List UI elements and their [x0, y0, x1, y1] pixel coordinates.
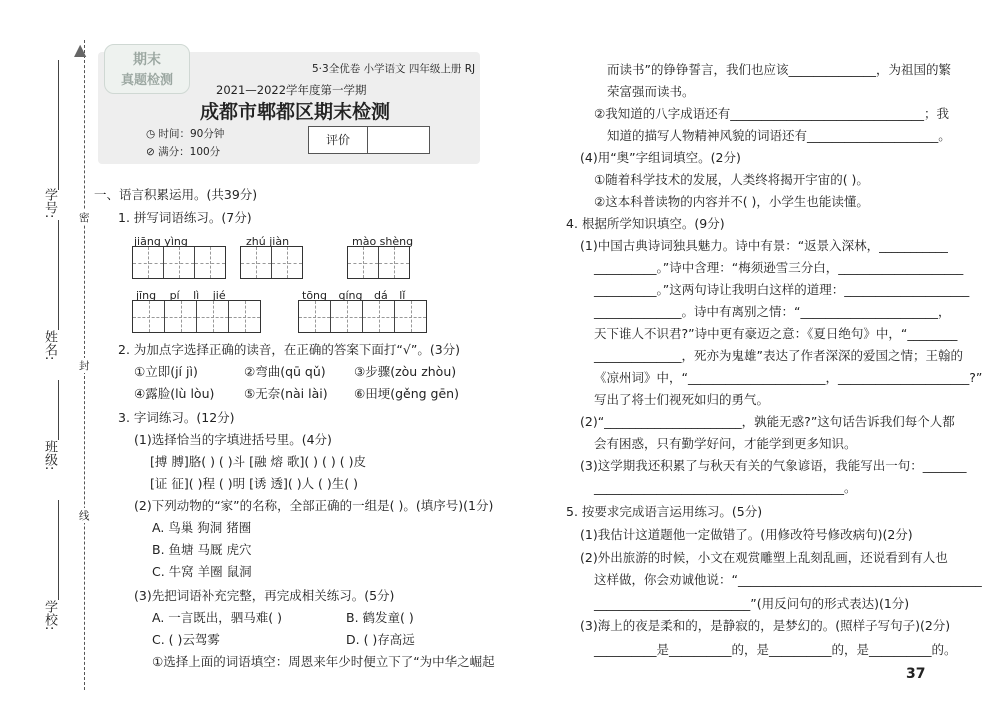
- q3-3-sub-1: ①选择上面的词语填空：周恩来年少时便立下了“为中华之崛起: [152, 654, 495, 669]
- right-line-2: 荣富强而读书。: [607, 84, 695, 99]
- seal-mark-feng: 封: [79, 360, 90, 372]
- q2-option-2[interactable]: ②弯曲(qū qǔ): [244, 364, 326, 379]
- badge: [104, 44, 190, 94]
- q3-1-prompt: (1)选择恰当的字填进括号里。(4分): [134, 432, 332, 447]
- question-3: 3. 字词练习。(12分): [118, 410, 235, 425]
- right-line-1: 而读书”的铮铮誓言，我们也应该______________，为祖国的繁: [607, 62, 951, 77]
- student-id-line: [58, 60, 59, 190]
- right-line-21: (2)外出旅游的时候，小文在观赏雕塑上乱刻乱画，还说看到有人也: [580, 550, 948, 565]
- name-label: 姓名:: [42, 330, 57, 361]
- right-line-12: 天下谁人不识君?”诗中更有豪迈之意：《夏日绝句》中，“________: [594, 326, 958, 341]
- badge-line1: 期末: [133, 52, 161, 68]
- q2-option-5[interactable]: ⑤无奈(nài lài): [244, 386, 328, 401]
- right-line-5: (4)用“奥”字组词填空。(2分): [580, 150, 741, 165]
- class-line: [58, 380, 59, 440]
- school-label: 学校:: [42, 600, 57, 631]
- evaluation-box: [308, 126, 430, 154]
- right-line-24: (3)海上的夜是柔和的，是静寂的，是梦幻的。(照样子写句子)(2分): [580, 618, 951, 633]
- exam-time: ◷ 时间：90分钟: [146, 128, 225, 140]
- writing-grid-2[interactable]: [240, 246, 303, 279]
- q3-3-option-a[interactable]: A. 一言既出，驷马难( ): [152, 610, 283, 625]
- question-4: 4. 根据所学知识填空。(9分): [566, 216, 725, 231]
- seal-mark-mi: 密: [79, 212, 90, 224]
- right-line-3: ②我知道的八字成语还有_______________________________；我: [594, 106, 949, 121]
- pinyin-4: jīng pí lì jié: [136, 289, 226, 302]
- right-line-17: 会有困惑，只有勤学好问，才能学到更多知识。: [594, 436, 857, 451]
- right-line-10: __________。”这两句诗让我明白这样的道理：____________________: [594, 282, 970, 297]
- right-line-23: _________________________”(用反问句的形式表达)(1分): [594, 596, 910, 611]
- clock-icon: ◷: [146, 128, 159, 140]
- pinyin-5: tōng qíng dá lǐ: [302, 289, 406, 302]
- q3-3-option-b[interactable]: B. 鹤发童( ): [346, 610, 414, 625]
- right-line-13: ______________，死亦为鬼雄”表达了作者深深的爱国之情；王翰的: [594, 348, 963, 363]
- q3-3-option-d[interactable]: D. ( )存高远: [346, 632, 415, 647]
- section-1-heading: 一、语言积累运用。(共39分): [94, 187, 258, 202]
- page-number: 37: [906, 666, 926, 682]
- writing-grid-3[interactable]: [347, 246, 410, 279]
- exam-title: 成都市郫都区期末检测: [200, 101, 391, 123]
- q3-1-row-2[interactable]: [证 征]( )程 ( )明 [诱 透]( )人 ( )生( ): [150, 476, 359, 491]
- school-line: [58, 500, 59, 600]
- q3-2-option-b[interactable]: B. 鱼塘 马厩 虎穴: [152, 542, 252, 557]
- check-circle-icon: ⊘: [146, 146, 159, 158]
- evaluation-label: 评价: [309, 127, 368, 153]
- pinyin-3: mào shèng: [352, 235, 414, 248]
- q3-2-option-a[interactable]: A. 鸟巢 狗洞 猪圈: [152, 520, 252, 535]
- right-line-6: ①随着科学技术的发展，人类终将揭开宇宙的( )。: [594, 172, 869, 187]
- class-label: 班级:: [42, 440, 57, 471]
- name-line: [58, 220, 59, 330]
- writing-grid-4[interactable]: [132, 300, 261, 333]
- right-line-16: (2)“______________________，孰能无惑?”这句话告诉我们每个人都: [580, 414, 955, 429]
- question-2: 2. 为加点字选择正确的读音，在正确的答案下面打“√”。(3分): [118, 342, 461, 357]
- evaluation-input[interactable]: [368, 127, 429, 153]
- q2-option-6[interactable]: ⑥田埂(gěng gēn): [354, 386, 459, 401]
- writing-grid-5[interactable]: [298, 300, 427, 333]
- q3-3-prompt: (3)先把词语补充完整，再完成相关练习。(5分): [134, 588, 395, 603]
- q3-1-row-1[interactable]: [搏 膊]胳( ) ( )斗 [融 熔 歌]( ) ( ) ( )皮: [150, 454, 366, 469]
- q3-3-option-c[interactable]: C. ( )云驾雾: [152, 632, 220, 647]
- badge-line2: 真题检测: [120, 73, 173, 88]
- q2-option-4[interactable]: ④露脸(lù lòu): [134, 386, 215, 401]
- series-info: 5·3全优卷 小学语文 四年级上册 RJ: [312, 63, 476, 75]
- rocket-icon: ▲: [74, 40, 87, 59]
- right-line-8: (1)中国古典诗词独具魅力。诗中有景：“返景入深林，___________: [580, 238, 948, 253]
- q2-option-1[interactable]: ①立即(jí jì): [134, 364, 198, 379]
- right-line-15: 写出了将士们视死如归的勇气。: [594, 392, 770, 407]
- exam-score-total: ⊘ 满分：100分: [146, 146, 221, 158]
- seal-mark-xian: 线: [79, 510, 90, 522]
- right-line-20: (1)我估计这道题他一定做错了。(用修改符号修改病句)(2分): [580, 527, 913, 542]
- question-1: 1. 拼写词语练习。(7分): [118, 210, 252, 225]
- question-5: 5. 按要求完成语言运用练习。(5分): [566, 504, 763, 519]
- pinyin-2: zhú jiàn: [246, 235, 290, 248]
- right-line-19: ________________________________________。: [594, 480, 857, 495]
- writing-grid-1[interactable]: [132, 246, 226, 279]
- q2-option-3[interactable]: ③步骤(zòu zhòu): [354, 364, 457, 379]
- right-line-7: ②这本科普读物的内容并不( )，小学生也能读懂。: [594, 194, 869, 209]
- q3-2-option-c[interactable]: C. 牛窝 羊圈 鼠洞: [152, 564, 252, 579]
- student-id-label: 学号:: [42, 188, 57, 219]
- term-label: 2021—2022学年度第一学期: [216, 83, 367, 97]
- right-line-25: __________是__________的，是__________的，是__________的。: [594, 642, 957, 657]
- right-line-9: __________。”诗中含理：“梅须逊雪三分白，____________________: [594, 260, 964, 275]
- right-line-4: 知道的描写人物精神风貌的词语还有_____________________。: [607, 128, 951, 143]
- right-line-18: (3)这学期我还积累了与秋天有关的气象谚语，我能写出一句：_______: [580, 458, 967, 473]
- right-line-22: 这样做，你会劝诚他说：“_______________________________________: [594, 572, 982, 587]
- q3-2-prompt: (2)下列动物的“家”的名称，全部正确的一组是( )。(填序号)(1分): [134, 498, 494, 513]
- right-line-14: 《凉州词》中，“______________________，_____________________?”: [594, 370, 983, 385]
- right-line-11: ______________。诗中有离别之情：“______________________，: [594, 304, 951, 319]
- pinyin-1: jiāng yìng: [134, 235, 188, 248]
